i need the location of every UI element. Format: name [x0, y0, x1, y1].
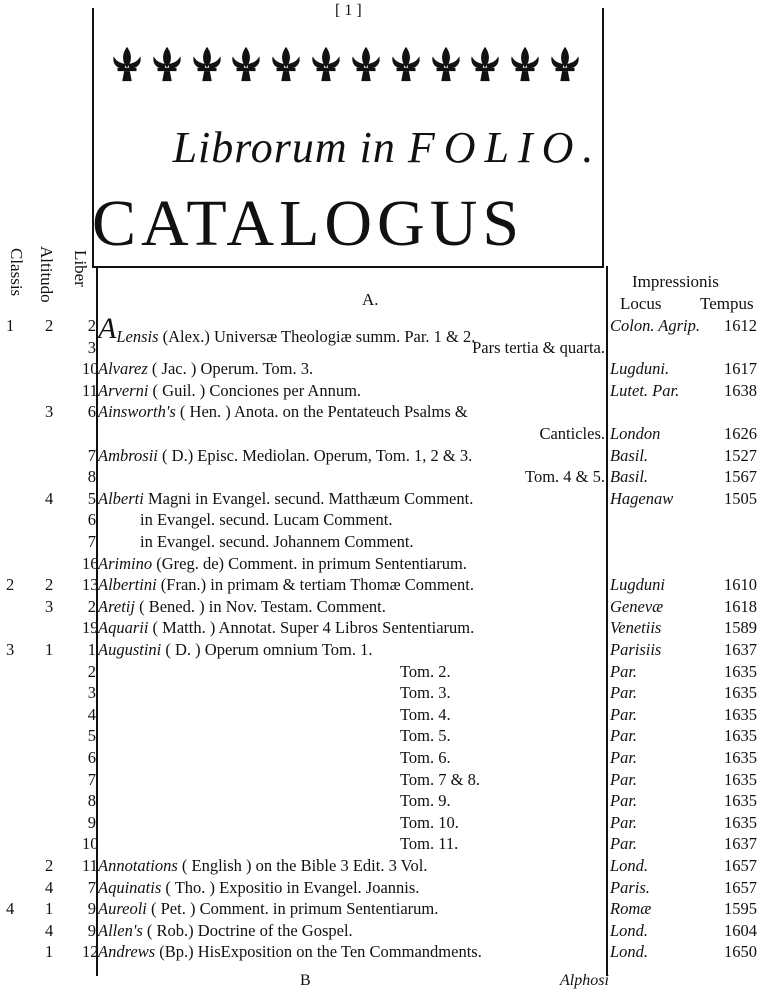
entry-title [525, 467, 605, 487]
entry-liber: 9 [87, 920, 96, 940]
entry-liber: 10 [82, 834, 99, 854]
entry-liber: 2 [87, 661, 96, 681]
entry-author: Annotations [98, 856, 178, 875]
title-folio-text: FOLIO. [407, 123, 603, 172]
entry-work: Tom. 4. [400, 704, 451, 724]
catalogue-entry [0, 748, 775, 769]
entry-work: Canticles. [539, 424, 605, 443]
entry-locus: Romæ [610, 899, 652, 919]
entry-tempus: 1635 [724, 812, 757, 832]
entry-title [472, 338, 605, 358]
catalogue-entry [0, 597, 775, 618]
entry-work: Tom. 9. [400, 791, 451, 811]
catalogue-entry [0, 640, 775, 661]
entry-work: Tom. 3. [400, 683, 451, 703]
entry-altitudo: 2 [45, 316, 54, 335]
entry-liber: 9 [87, 812, 96, 832]
entry-classis: 4 [6, 899, 15, 919]
catalogue-entry [0, 683, 775, 704]
entry-title [98, 446, 472, 466]
catalogue-entry [0, 791, 775, 812]
entry-work: Tom. 7 & 8. [400, 769, 480, 789]
catalogue-entry [0, 467, 775, 488]
entry-locus: Colon. Agrip. [610, 316, 701, 335]
entry-title [98, 856, 427, 876]
entry-tempus: 1527 [724, 445, 757, 465]
entry-tempus: 1635 [724, 791, 757, 811]
entry-title [98, 618, 474, 638]
entry-title [400, 748, 451, 768]
entry-classis: 1 [6, 316, 15, 335]
entry-liber: 11 [82, 856, 98, 875]
entry-locus: Basil. [610, 445, 649, 465]
entry-work: Tom. 5. [400, 726, 451, 746]
catalogue-entry [0, 446, 775, 467]
entry-locus: Par. [610, 834, 638, 854]
entry-work: ( Bened. ) in Nov. Testam. Comment. [139, 596, 386, 616]
title-italic-text: Librorum in [172, 123, 396, 172]
entry-author: Augustini [98, 640, 162, 659]
entry-title [140, 510, 392, 530]
entry-title [400, 726, 451, 746]
entry-liber: 6 [87, 510, 96, 530]
entry-tempus: 1657 [724, 856, 757, 875]
entry-liber: 6 [87, 402, 96, 422]
entry-liber: 5 [87, 488, 96, 508]
entry-liber: 19 [82, 618, 99, 638]
entry-liber: 3 [87, 337, 96, 357]
fleur-de-lis-icon [546, 44, 584, 84]
section-letter: A. [362, 290, 379, 309]
entry-locus: Hagenaw [610, 488, 674, 508]
entry-title [98, 402, 468, 422]
title-frame-bottom [92, 266, 604, 268]
catalogue-entry [0, 424, 775, 445]
entry-tempus: 1635 [724, 769, 757, 789]
entry-title [98, 381, 361, 401]
entry-work: in Evangel. secund. Johannem Comment. [140, 532, 414, 551]
entry-locus: Paris. [610, 877, 650, 897]
entry-liber: 11 [82, 380, 98, 400]
entry-title [98, 489, 473, 509]
entry-tempus: 1595 [724, 899, 757, 919]
fleur-de-lis-icon [108, 44, 146, 84]
entry-tempus: 1635 [724, 726, 757, 746]
entry-liber: 3 [87, 683, 96, 703]
entry-title [400, 791, 451, 811]
entry-title [98, 921, 353, 941]
catalogue-title-line1 [0, 122, 775, 173]
entry-author: Andrews [98, 942, 156, 962]
entry-work: (Greg. de) Comment. in primum Sententiarum. [156, 553, 467, 573]
entry-title [98, 554, 467, 574]
entry-work: ( Matth. ) Annotat. Super 4 Libros Sententiarum. [152, 618, 475, 638]
entry-locus: Par. [610, 661, 638, 681]
entry-tempus: 1612 [724, 316, 757, 335]
entry-work: (Bp.) HisExposition on the Ten Commandments. [159, 942, 482, 962]
catalogue-entry [0, 489, 775, 510]
catalogue-entry [0, 338, 775, 359]
catchword: Alphosi [560, 972, 609, 989]
fleur-de-lis-icon [148, 44, 186, 84]
entry-locus: Par. [610, 748, 638, 767]
entry-tempus: 1635 [724, 704, 757, 724]
entry-locus: Par. [610, 791, 638, 811]
entry-work: ( D. ) Operum omnium Tom. 1. [165, 640, 373, 659]
entry-tempus: 1567 [724, 467, 757, 487]
entry-tempus: 1657 [724, 877, 757, 897]
catalogue-entry [0, 856, 775, 877]
catalogue-entry [0, 402, 775, 423]
entry-author: Aretij [98, 596, 135, 616]
fleur-de-lis-icon [267, 44, 305, 84]
entry-tempus: 1626 [724, 424, 757, 443]
entry-locus: Lond. [610, 942, 649, 962]
entry-liber: 12 [82, 942, 99, 962]
catalogue-entry [0, 942, 775, 963]
fleur-de-lis-icon [188, 44, 226, 84]
entry-locus: Par. [610, 704, 638, 724]
entry-liber: 1 [87, 640, 96, 659]
entry-work: Tom. 6. [400, 748, 451, 767]
fleur-de-lis-icon [307, 44, 345, 84]
entry-title [539, 424, 605, 444]
entry-tempus: 1610 [724, 575, 757, 595]
entry-locus: Par. [610, 683, 638, 703]
entry-liber: 16 [82, 553, 99, 573]
fleuron-ornament-row [108, 44, 584, 84]
entry-classis: 3 [6, 640, 15, 659]
entry-locus: Venetiis [610, 618, 662, 638]
entry-title [98, 575, 474, 595]
entry-liber: 5 [87, 726, 96, 746]
entry-author: Aquarii [98, 618, 149, 638]
entry-work: Pars tertia & quarta. [472, 337, 605, 357]
entry-liber: 2 [87, 316, 96, 335]
entry-liber: 7 [87, 445, 96, 465]
entry-locus: Lugduni [610, 575, 666, 595]
entry-title [98, 640, 372, 660]
fleur-de-lis-icon [347, 44, 385, 84]
entry-liber: 6 [87, 748, 96, 767]
catalogue-entry [0, 921, 775, 942]
header-impressionis: Impressionis [632, 272, 719, 291]
entry-work: ( D.) Episc. Mediolan. Operum, Tom. 1, 2 & 3. [162, 445, 473, 465]
catalogue-entry [0, 575, 775, 596]
entry-liber: 8 [87, 467, 96, 487]
entry-work: ( Tho. ) Expositio in Evangel. Joannis. [165, 877, 420, 897]
entry-title [400, 662, 451, 682]
entry-tempus: 1635 [724, 683, 757, 703]
entry-altitudo: 1 [45, 942, 54, 962]
entry-altitudo: 4 [45, 488, 54, 508]
entry-altitudo: 2 [45, 856, 54, 875]
entry-work: Tom. 11. [400, 834, 459, 854]
catalogue-entry [0, 662, 775, 683]
entry-liber: 9 [87, 899, 96, 919]
entry-tempus: 1638 [724, 380, 757, 400]
entry-altitudo: 4 [45, 920, 54, 940]
entry-author: Allen's [98, 920, 143, 940]
catalogue-entry [0, 618, 775, 639]
header-liber: Liber [71, 250, 90, 287]
catalogue-entry [0, 381, 775, 402]
entry-altitudo: 3 [45, 596, 54, 616]
entry-locus: Lond. [610, 856, 649, 875]
entry-author: Ambrosii [98, 445, 158, 465]
catalogue-entry [0, 899, 775, 920]
entry-tempus: 1589 [724, 618, 757, 638]
entry-work: ( Pet. ) Comment. in primum Sententiarum. [151, 899, 439, 919]
entry-author: Arimino [98, 553, 153, 573]
fleur-de-lis-icon [466, 44, 504, 84]
entry-work: ( English ) on the Bible 3 Edit. 3 Vol. [181, 856, 428, 875]
entry-liber: 10 [82, 359, 99, 379]
catalogue-entry [0, 359, 775, 380]
entry-liber: 13 [82, 575, 99, 595]
entry-title [400, 813, 459, 833]
entry-locus: Par. [610, 812, 638, 832]
entry-altitudo: 1 [45, 640, 54, 659]
header-locus: Locus [620, 294, 662, 313]
entry-title [140, 532, 414, 552]
entry-work: (Alex.) Universæ Theologiæ summ. Par. 1 & 2. [162, 327, 476, 346]
entry-locus: Lutet. Par. [610, 380, 680, 400]
catalogue-entry [0, 312, 775, 346]
entry-title [400, 683, 451, 703]
entry-title [98, 359, 313, 379]
entry-liber: 7 [87, 532, 96, 551]
entry-liber: 2 [87, 596, 96, 616]
entry-tempus: 1604 [724, 920, 757, 940]
entry-author: Arverni [98, 380, 149, 400]
entry-work: Tom. 2. [400, 661, 451, 681]
entry-title [98, 878, 419, 898]
entry-title [98, 899, 438, 919]
header-altitudo: Altitudo [37, 246, 56, 303]
entry-locus: Parisiis [610, 640, 662, 659]
entry-title [400, 770, 480, 790]
signature-mark: B [300, 972, 311, 989]
catalogue-entry [0, 705, 775, 726]
entry-tempus: 1637 [724, 640, 757, 659]
entry-tempus: 1635 [724, 661, 757, 681]
catalogue-entry [0, 813, 775, 834]
entry-locus: London [610, 424, 661, 443]
entry-author: Lensis [116, 327, 159, 346]
entry-liber: 7 [87, 769, 96, 789]
entry-author: Alvarez [98, 359, 148, 379]
fleur-de-lis-icon [387, 44, 425, 84]
entry-work: ( Jac. ) Operum. Tom. 3. [151, 359, 314, 379]
entry-title [98, 942, 482, 962]
entry-author: Aquinatis [98, 877, 162, 897]
entry-locus: Basil. [610, 467, 649, 487]
entry-tempus: 1618 [724, 596, 757, 616]
catalogue-entry [0, 770, 775, 791]
entry-locus: Par. [610, 769, 638, 789]
entry-liber: 8 [87, 791, 96, 811]
fleur-de-lis-icon [227, 44, 265, 84]
catalogue-entry [0, 532, 775, 553]
catalogue-entry [0, 554, 775, 575]
entry-author: Alberti [98, 488, 144, 508]
catalogue-entry [0, 726, 775, 747]
entry-work: ( Rob.) Doctrine of the Gospel. [146, 920, 353, 940]
entry-work: (Fran.) in primam & tertiam Thomæ Comment. [160, 575, 474, 595]
fleur-de-lis-icon [427, 44, 465, 84]
entry-initial: A [98, 312, 117, 345]
entry-title [98, 597, 386, 617]
entry-locus: Genevæ [610, 596, 664, 616]
entry-work: Tom. 10. [400, 812, 459, 832]
entry-tempus: 1617 [724, 359, 757, 379]
entry-altitudo: 2 [45, 575, 54, 595]
entry-tempus: 1635 [724, 748, 757, 767]
entry-altitudo: 1 [45, 899, 54, 919]
entry-work: ( Hen. ) Anota. on the Pentateuch Psalms & [179, 402, 468, 422]
catalogue-title-line2: CATALOGUS [92, 187, 525, 260]
entry-work: ( Guil. ) Conciones per Annum. [152, 380, 362, 400]
header-classis: Classis [7, 248, 26, 297]
entry-tempus: 1637 [724, 834, 757, 854]
entry-locus: Lugduni. [610, 359, 670, 379]
entry-work: Magni in Evangel. secund. Matthæum Comment. [147, 488, 474, 508]
catalogue-entry [0, 510, 775, 531]
entry-altitudo: 3 [45, 402, 54, 422]
entry-liber: 7 [87, 877, 96, 897]
header-tempus: Tempus [700, 294, 754, 313]
entry-tempus: 1505 [724, 488, 757, 508]
entry-author: Albertini [98, 575, 157, 595]
entry-author: Ainsworth's [98, 402, 176, 422]
entry-title [400, 705, 451, 725]
entry-locus: Par. [610, 726, 638, 746]
page-number: [ 1 ] [335, 2, 362, 19]
entry-work: in Evangel. secund. Lucam Comment. [140, 510, 393, 530]
entry-altitudo: 4 [45, 877, 54, 897]
entry-locus: Lond. [610, 920, 649, 940]
catalogue-entry [0, 878, 775, 899]
catalogue-entry [0, 834, 775, 855]
fleur-de-lis-icon [506, 44, 544, 84]
entry-tempus: 1650 [724, 942, 757, 962]
entry-work: Tom. 4 & 5. [525, 467, 605, 487]
entry-title [400, 834, 458, 854]
entry-author: Aureoli [98, 899, 147, 919]
entry-classis: 2 [6, 575, 15, 595]
entry-liber: 4 [87, 704, 96, 724]
